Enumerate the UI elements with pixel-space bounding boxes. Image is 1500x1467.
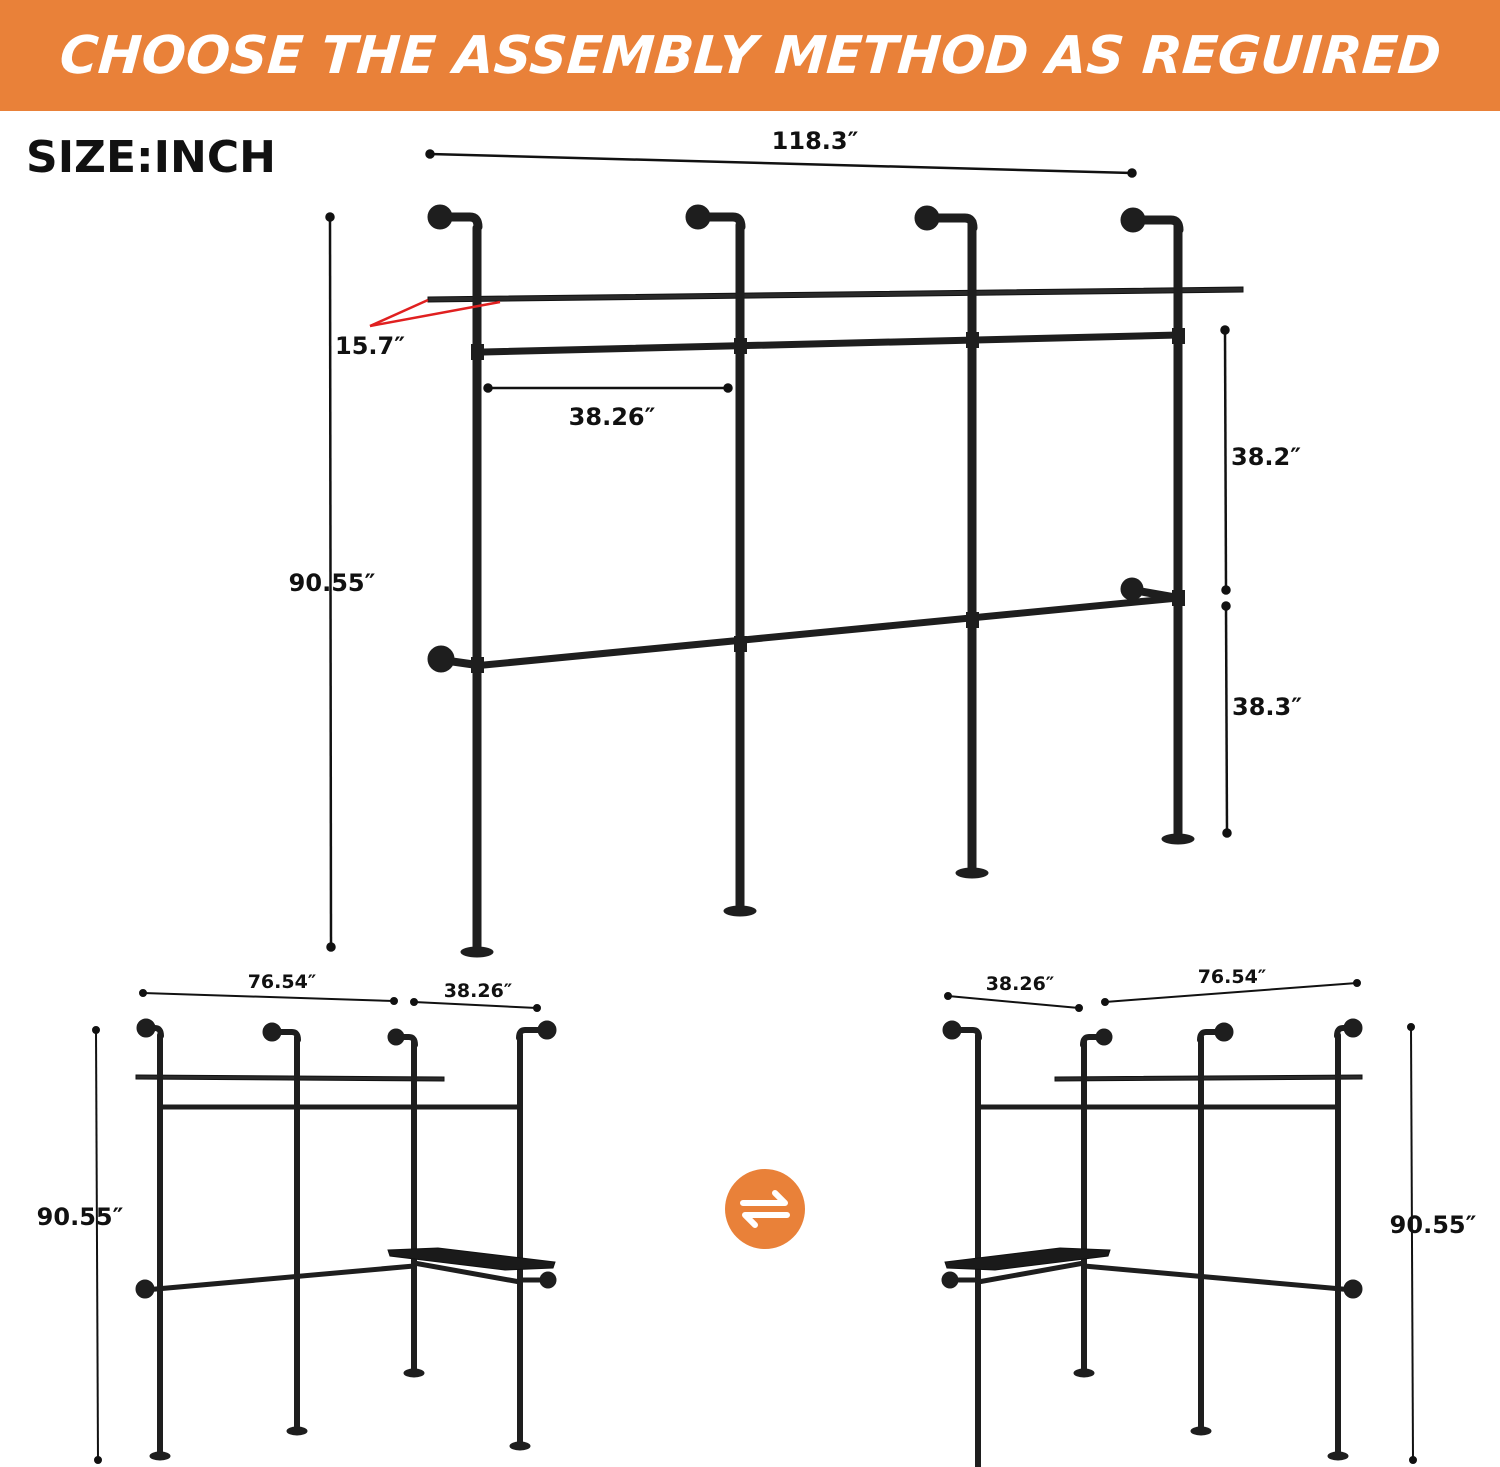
main-dimensions (327, 151, 1231, 951)
banner-title: CHOOSE THE ASSEMBLY METHOD AS REGUIRED (57, 25, 1443, 86)
dim-height: 90.55″ (288, 569, 376, 597)
main-flange-top-1 (428, 205, 452, 229)
swap-arrows-icon (725, 1169, 805, 1249)
main-flange-top-2 (686, 205, 710, 229)
main-upper-rail (484, 335, 1178, 352)
dim-total-width: 118.3″ (771, 127, 859, 155)
dim-right-short-side: 38.26″ (985, 973, 1055, 995)
dim-left-short-side: 38.26″ (443, 980, 513, 1002)
main-foot-4 (1162, 834, 1194, 844)
dim-bay-width: 38.26″ (568, 403, 656, 431)
main-flange-low-right (1121, 578, 1143, 600)
dim-lower-gap: 38.3″ (1232, 693, 1302, 721)
main-flange-top-4 (1121, 208, 1145, 232)
swap-orientation (725, 1169, 805, 1249)
main-foot-3 (956, 868, 988, 878)
right-corner-rack (942, 1019, 1362, 1467)
main-flange-top-3 (915, 206, 939, 230)
main-lower-rail (484, 598, 1178, 665)
dim-left-long-side: 76.54″ (247, 971, 317, 993)
main-shelf (428, 287, 1243, 302)
dim-right-long-side: 76.54″ (1197, 966, 1267, 988)
size-unit-label: SIZE:INCH (26, 132, 276, 183)
dim-left-height: 90.55″ (36, 1203, 124, 1231)
right-dimensions (945, 980, 1416, 1463)
main-rack (428, 205, 1243, 957)
main-foot-1 (461, 947, 493, 957)
main-foot-2 (724, 906, 756, 916)
dim-right-height: 90.55″ (1389, 1211, 1477, 1239)
dim-shelf-depth: 15.7″ (335, 332, 405, 360)
dim-upper-gap: 38.2″ (1231, 443, 1301, 471)
left-corner-rack (136, 1019, 556, 1460)
main-flange-low-left (428, 646, 454, 672)
